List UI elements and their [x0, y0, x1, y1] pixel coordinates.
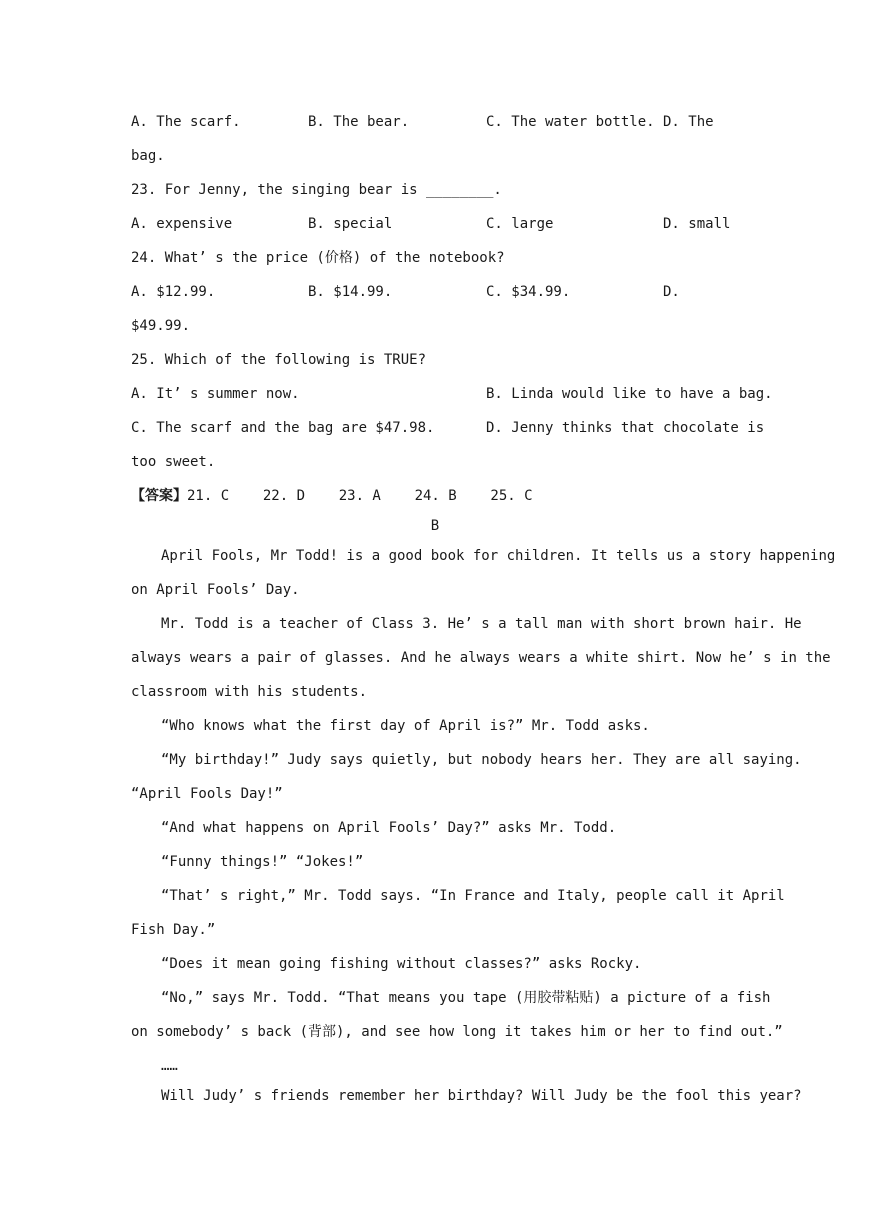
passage-line-6: “Who knows what the first day of April is?” Mr. Todd asks.: [161, 718, 650, 734]
passage-line-4: always wears a pair of glasses. And he always wears a white shirt. Now he’ s in the: [131, 650, 831, 666]
q23-option-b: B. special: [308, 216, 393, 232]
q24-option-c: C. $34.99.: [486, 284, 571, 300]
q25-stem: 25. Which of the following is TRUE?: [131, 352, 427, 368]
q25-option-a: A. It’ s summer now.: [131, 386, 300, 402]
q24-option-d-wrap: $49.99.: [131, 318, 191, 334]
q25-options-row-1: [131, 384, 773, 418]
q23-stem: 23. For Jenny, the singing bear is ________.: [131, 182, 502, 198]
passage-line-2: on April Fools’ Day.: [131, 582, 300, 598]
q25-option-b: B. Linda would like to have a bag.: [486, 386, 773, 402]
passage-line-17: Will Judy’ s friends remember her birthday? Will Judy be the fool this year?: [161, 1088, 802, 1104]
passage-line-3: Mr. Todd is a teacher of Class 3. He’ s a tall man with short brown hair. He: [161, 616, 802, 632]
passage-line-12: Fish Day.”: [131, 922, 216, 938]
passage-ellipsis: ……: [161, 1058, 178, 1074]
q23-options-row: [131, 214, 739, 248]
answer-key-text: 21. C 22. D 23. A 24. B 25. C: [187, 488, 533, 504]
document-page: [131, 112, 836, 1120]
section-b-heading: B: [430, 518, 440, 534]
passage-line-15: on somebody’ s back (背部), and see how long it takes him or her to find out.”: [131, 1024, 783, 1040]
q25-options-row-2: [131, 418, 765, 452]
q24-option-d: D.: [663, 284, 680, 300]
q22-option-a: A. The scarf.: [131, 114, 241, 130]
passage-line-7: “My birthday!” Judy says quietly, but nobody hears her. They are all saying.: [161, 752, 802, 768]
q22-option-c: C. The water bottle.: [486, 114, 655, 130]
q23-option-a: A. expensive: [131, 216, 233, 232]
q22-options-row: [131, 112, 739, 146]
q24-option-a: A. $12.99.: [131, 284, 216, 300]
q22-option-d-wrap: bag.: [131, 148, 165, 164]
passage-line-13: “Does it mean going fishing without classes?” asks Rocky.: [161, 956, 642, 972]
q23-option-c: C. large: [486, 216, 554, 232]
q23-option-d: D. small: [663, 216, 731, 232]
q22-option-b: B. The bear.: [308, 114, 410, 130]
q24-stem: 24. What’ s the price (价格) of the notebook?: [131, 250, 505, 266]
q24-options-row: [131, 282, 739, 316]
passage-line-11: “That’ s right,” Mr. Todd says. “In France and Italy, people call it April: [161, 888, 785, 904]
passage-line-10: “Funny things!” “Jokes!”: [161, 854, 364, 870]
passage-line-5: classroom with his students.: [131, 684, 368, 700]
q25-option-d: D. Jenny thinks that chocolate is: [486, 420, 765, 436]
passage-line-8: “April Fools Day!”: [131, 786, 283, 802]
q24-option-b: B. $14.99.: [308, 284, 393, 300]
q22-option-d: D. The: [663, 114, 714, 130]
answer-key-line: [131, 486, 739, 516]
q25-option-c: C. The scarf and the bag are $47.98.: [131, 420, 435, 436]
q25-option-d-wrap: too sweet.: [131, 454, 216, 470]
passage-line-9: “And what happens on April Fools’ Day?” asks Mr. Todd.: [161, 820, 617, 836]
passage-line-1: April Fools, Mr Todd! is a good book for children. It tells us a story happening: [161, 548, 836, 564]
answer-key-label: 【答案】: [131, 488, 187, 504]
passage-line-14: “No,” says Mr. Todd. “That means you tape (用胶带粘贴) a picture of a fish: [161, 990, 771, 1006]
